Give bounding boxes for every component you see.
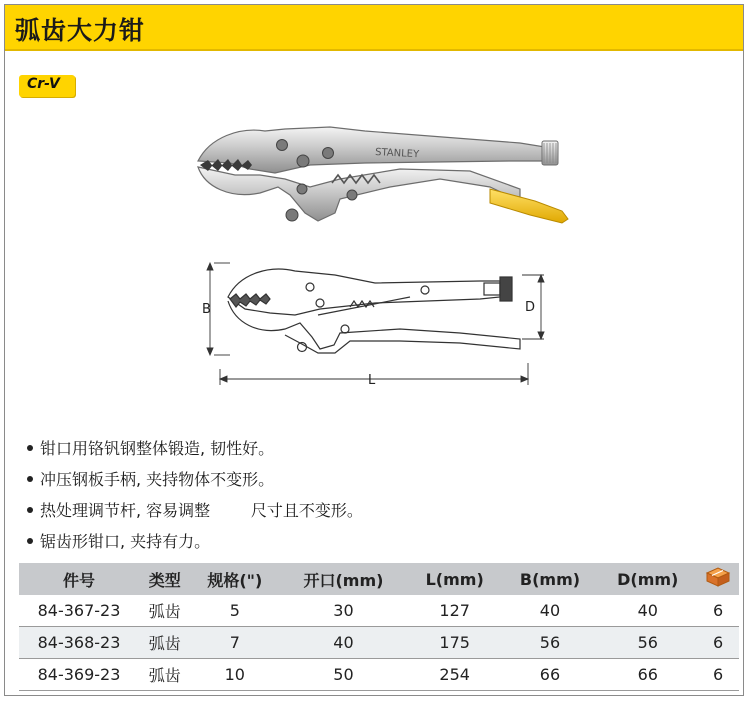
cell-opening: 40 [279, 627, 408, 659]
cell-size: 5 [191, 595, 280, 627]
feature-list [27, 433, 363, 557]
cell-type: 弧齿 [139, 627, 191, 659]
product-card [4, 4, 744, 696]
cell-b: 56 [502, 627, 599, 659]
feature-item [27, 464, 363, 495]
locking-pliers-dimension-drawing [200, 257, 545, 392]
cell-opening: 50 [279, 659, 408, 691]
cell-pack: 6 [697, 595, 739, 627]
table-row [19, 627, 739, 659]
cell-length: 254 [408, 659, 502, 691]
cell-length: 127 [408, 595, 502, 627]
cell-type: 弧齿 [139, 659, 191, 691]
cell-d: 66 [598, 659, 697, 691]
feature-text: 钳口用铬钒钢整体锻造, 韧性好。 [40, 439, 275, 458]
col-header-size: 规格(") [191, 563, 280, 595]
title-bar [5, 5, 743, 51]
col-header-pack [697, 563, 739, 595]
cell-b: 40 [502, 595, 599, 627]
bullet-icon [27, 476, 33, 482]
dimension-label-d: D [525, 300, 536, 315]
cell-part-number: 84-368-23 [19, 627, 139, 659]
cell-type: 弧齿 [139, 595, 191, 627]
bullet-icon [27, 507, 33, 513]
cell-d: 40 [598, 595, 697, 627]
cell-pack: 6 [697, 659, 739, 691]
cell-b: 66 [502, 659, 599, 691]
feature-item [27, 433, 363, 464]
cell-size: 7 [191, 627, 280, 659]
bullet-icon [27, 445, 33, 451]
locking-pliers-photo [190, 117, 575, 232]
cell-length: 175 [408, 627, 502, 659]
col-header-b: B(mm) [502, 563, 599, 595]
package-box-icon [705, 567, 731, 587]
cell-pack: 6 [697, 627, 739, 659]
material-badge-label: Cr-V [27, 76, 60, 92]
dimension-label-b: B [202, 302, 211, 317]
cell-part-number: 84-369-23 [19, 659, 139, 691]
feature-text: 锯齿形钳口, 夹持有力。 [40, 532, 211, 551]
col-header-opening: 开口(mm) [279, 563, 408, 595]
bullet-icon [27, 538, 33, 544]
spec-table [19, 563, 739, 691]
material-badge [19, 75, 75, 97]
col-header-part-number: 件号 [19, 563, 139, 595]
table-row [19, 659, 739, 691]
page-title: 弧齿大力钳 [15, 16, 146, 45]
feature-item [27, 495, 363, 526]
brand-engraving: STANLEY [374, 147, 420, 161]
cell-size: 10 [191, 659, 280, 691]
col-header-type: 类型 [139, 563, 191, 595]
cell-d: 56 [598, 627, 697, 659]
table-header-row [19, 563, 739, 595]
table-row [19, 595, 739, 627]
col-header-d: D(mm) [598, 563, 697, 595]
col-header-length: L(mm) [408, 563, 502, 595]
dimension-label-l: L [368, 373, 376, 388]
cell-part-number: 84-367-23 [19, 595, 139, 627]
cell-opening: 30 [279, 595, 408, 627]
feature-text: 热处理调节杆, 容易调整 尺寸且不变形。 [40, 501, 363, 520]
feature-text: 冲压钢板手柄, 夹持物体不变形。 [40, 470, 275, 489]
feature-item [27, 526, 363, 557]
